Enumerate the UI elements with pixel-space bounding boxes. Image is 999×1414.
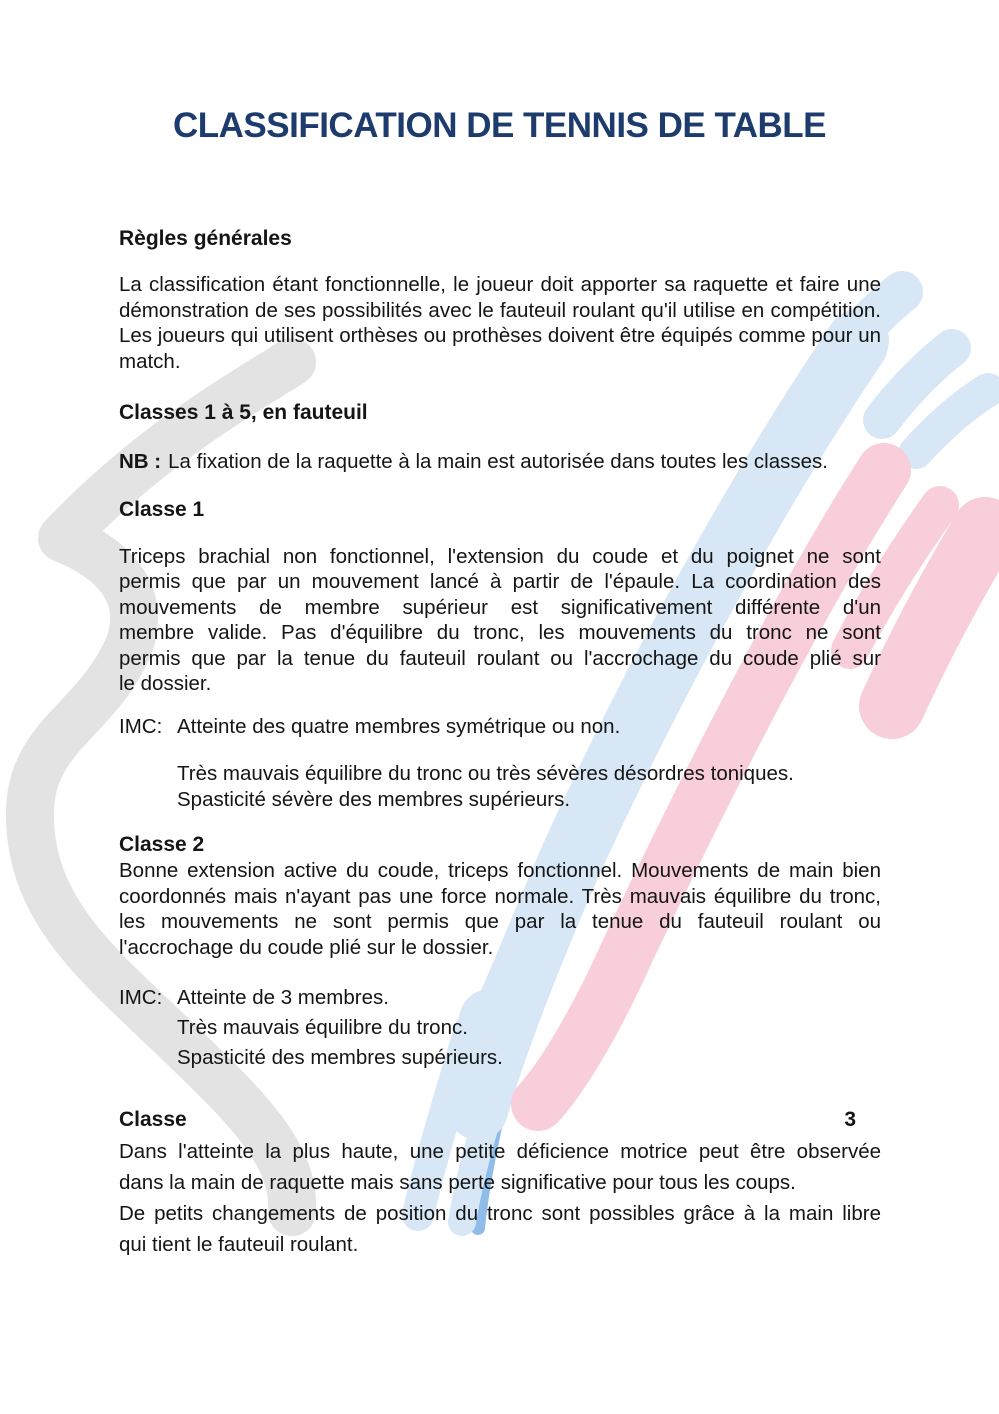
paragraph-line: Triceps brachial non fonctionnel, l'extension du coude et du poignet ne sont [119,544,881,568]
classe-3-number: 3 [844,1107,856,1131]
paragraph-line: match. [119,349,181,373]
classe-3-label: Classe [119,1107,187,1131]
paragraph-line: démonstration de ses possibilités avec le fauteuil roulant qu'il utilise en compétition. [119,298,881,322]
heading-classes-1-a-5: Classes 1 à 5, en fauteuil [119,401,368,424]
paragraph-classe-3 [119,1136,881,1260]
heading-classe-1: Classe 1 [119,497,205,521]
paragraph-line: membre valide. Pas d'équilibre du tronc, les mouvements du tronc ne sont [119,621,881,644]
paragraph-line: permis que par la tenue du fauteuil roulant ou l'accrochage du coude plié sur [119,646,881,670]
imc-label: IMC: [119,986,163,1009]
paragraph-line: De petits changements de position du tronc sont possibles grâce à la main libre [119,1201,881,1225]
paragraph-line: les mouvements ne sont permis que par la tenue du fauteuil roulant ou [119,910,881,933]
paragraph-line: le dossier. [119,672,212,695]
paragraph-line: La classification étant fonctionnelle, le joueur doit apporter sa raquette et faire une [119,273,881,296]
imc-label: IMC: [119,714,163,738]
nb-note [119,449,881,475]
paragraph-classe-2 [119,858,881,960]
imc-block-classe-2 [119,985,881,1071]
paragraph-line: qui tient le fauteuil roulant. [119,1232,359,1256]
paragraph-line: Bonne extension active du coude, triceps fonctionnel. Mouvements de main bien [119,859,881,882]
paragraph-line: dans la main de raquette mais sans perte significative pour tous les coups. [119,1170,796,1194]
imc-text: Atteinte des quatre membres symétrique ou non. [177,714,621,738]
imc-sub-block-classe-1 [177,761,881,812]
paragraph-line: Dans l'atteinte la plus haute, une petite déficience motrice peut être observée [119,1139,881,1163]
document-body [119,0,881,1260]
heading-classe-2: Classe 2 [119,833,205,856]
heading-regles-generales: Règles générales [119,227,292,250]
page-title: CLASSIFICATION DE TENNIS DE TABLE [172,106,827,145]
imc-text: Très mauvais équilibre du tronc ou très sévères désordres toniques. [177,762,794,785]
paragraph-classe-1 [119,544,881,697]
nb-text: La fixation de la raquette à la main est autorisée dans toutes les classes. [168,450,828,473]
imc-text: Spasticité des membres supérieurs. [177,1046,503,1069]
imc-block-classe-1 [119,714,881,740]
paragraph-line: permis que par un mouvement lancé à partir de l'épaule. La coordination des [119,570,881,593]
paragraph-regles [119,272,881,374]
imc-text: Spasticité sévère des membres supérieurs. [177,787,571,811]
imc-text-group [177,985,881,1071]
heading-classe-3 [119,1106,881,1133]
paragraph-line: coordonnés mais n'ayant pas une force normale. Très mauvais équilibre du tronc, [119,884,881,908]
paragraph-line: mouvements de membre supérieur est significativement différente d'un [119,595,881,619]
imc-text: Très mauvais équilibre du tronc. [177,1016,468,1039]
paragraph-line: l'accrochage du coude plié sur le dossier. [119,935,494,959]
nb-label: NB : [119,450,162,473]
imc-text: Atteinte de 3 membres. [177,986,389,1009]
paragraph-line: Les joueurs qui utilisent orthèses ou prothèses doivent être équipés comme pour un [119,324,881,347]
